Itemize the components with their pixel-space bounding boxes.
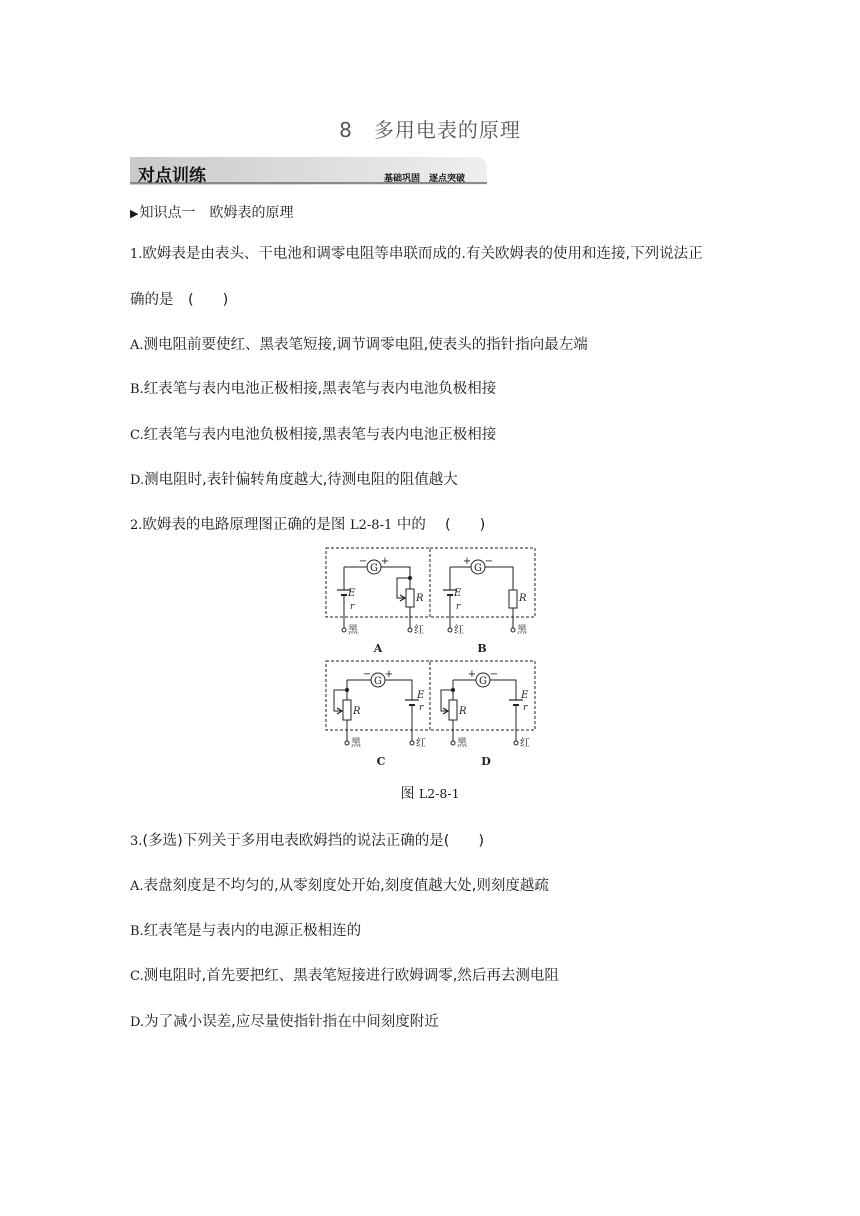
option-text: 红表笔与表内电池正极相接,黑表笔与表内电池负极相接 bbox=[143, 381, 497, 397]
q2-figure-ref: L2-8-1 bbox=[350, 518, 393, 533]
label-d: D bbox=[481, 755, 491, 768]
option-text: 测电阻时,首先要把红、黑表笔短接进行欧姆调零,然后再去测电阻 bbox=[143, 968, 559, 984]
section-label: 知识点一 欧姆表的原理 bbox=[139, 205, 294, 221]
black-probe-label: 黑 bbox=[351, 738, 361, 749]
figure-caption bbox=[0, 783, 860, 803]
q3-option-b bbox=[130, 919, 361, 940]
internal-resistance-label: r bbox=[523, 703, 528, 713]
minus-sign: − bbox=[358, 556, 368, 567]
q1-stem-1: 欧姆表是由表头、干电池和调零电阻等串联而成的.有关欧姆表的使用和连接,下列说法正 bbox=[142, 246, 703, 262]
emf-label: E bbox=[521, 690, 529, 701]
q1-option-c bbox=[130, 423, 496, 444]
minus-sign: − bbox=[484, 556, 494, 567]
q1-stem-2: 确的是 ( ) bbox=[130, 292, 229, 308]
option-text: 为了减小误差,应尽量使指针指在中间刻度附近 bbox=[144, 1014, 439, 1030]
galvanometer-label: G bbox=[370, 563, 378, 574]
plus-sign: + bbox=[467, 669, 477, 680]
option-text: 测电阻时,表针偏转角度越大,待测电阻的阻值越大 bbox=[144, 472, 458, 488]
q2-stem-post: 中的 ( ) bbox=[392, 517, 486, 533]
resistor-label: R bbox=[459, 706, 467, 717]
caption-ref: L2-8-1 bbox=[418, 786, 460, 801]
q1-stem-line1 bbox=[130, 242, 703, 263]
caption-prefix: 图 bbox=[400, 786, 419, 802]
emf-label: E bbox=[454, 588, 462, 599]
option-text: 表盘刻度是不均匀的,从零刻度处开始,刻度值越大处,则刻度越疏 bbox=[143, 878, 549, 894]
minus-sign: − bbox=[362, 669, 372, 680]
emf-label: E bbox=[348, 588, 356, 599]
plus-sign: + bbox=[384, 669, 394, 680]
minus-sign: − bbox=[489, 669, 499, 680]
label-a: A bbox=[373, 642, 383, 655]
option-letter: B. bbox=[130, 924, 144, 939]
resistor-label: R bbox=[416, 593, 424, 604]
galvanometer-label: G bbox=[474, 563, 482, 574]
red-probe-label: 红 bbox=[454, 625, 464, 636]
q1-option-b bbox=[130, 377, 496, 398]
internal-resistance-label: r bbox=[456, 602, 461, 612]
q2-number: 2. bbox=[130, 518, 143, 533]
frame-c bbox=[326, 661, 430, 730]
q3-option-d bbox=[130, 1010, 439, 1031]
q3-option-a bbox=[130, 874, 549, 895]
q1-option-d bbox=[130, 468, 458, 489]
q2-stem bbox=[130, 513, 485, 534]
q3-option-c bbox=[130, 964, 559, 985]
resistor-label: R bbox=[519, 593, 527, 604]
emf-label: E bbox=[417, 690, 425, 701]
q2-stem-pre: 欧姆表的电路原理图正确的是图 bbox=[142, 517, 351, 533]
label-b: B bbox=[477, 642, 487, 655]
banner-subtitle: 基础巩固 逐点突破 bbox=[384, 174, 466, 184]
banner-title: 对点训练 bbox=[138, 166, 206, 186]
q1-number: 1. bbox=[130, 247, 143, 262]
option-letter: D. bbox=[130, 473, 145, 488]
option-letter: C. bbox=[130, 969, 144, 984]
plus-sign: + bbox=[462, 556, 472, 567]
resistor-label: R bbox=[353, 706, 361, 717]
page-title: 8 多用电表的原理 bbox=[339, 118, 521, 142]
section-heading bbox=[130, 202, 293, 222]
option-text: 红表笔与表内电池负极相接,黑表笔与表内电池正极相接 bbox=[143, 427, 497, 443]
option-text: 红表笔是与表内的电源正极相连的 bbox=[143, 923, 362, 939]
red-probe-label: 红 bbox=[414, 625, 424, 636]
plus-sign: + bbox=[380, 556, 390, 567]
frame-b bbox=[430, 548, 535, 617]
option-letter: A. bbox=[130, 338, 144, 353]
circuit-figure bbox=[320, 540, 540, 775]
option-letter: C. bbox=[130, 428, 144, 443]
internal-resistance-label: r bbox=[419, 703, 424, 713]
option-text: 测电阻前要使红、黑表笔短接,调节调零电阻,使表头的指针指向最左端 bbox=[143, 337, 588, 353]
frame-d bbox=[430, 661, 535, 730]
q1-stem-line2 bbox=[130, 288, 228, 309]
option-letter: B. bbox=[130, 382, 144, 397]
red-probe-label: 红 bbox=[416, 738, 426, 749]
triangle-marker-icon: ▶ bbox=[130, 207, 139, 220]
black-probe-label: 黑 bbox=[457, 738, 467, 749]
option-letter: A. bbox=[130, 879, 144, 894]
internal-resistance-label: r bbox=[350, 602, 355, 612]
option-letter: D. bbox=[130, 1015, 145, 1030]
q1-option-a bbox=[130, 333, 588, 354]
black-probe-label: 黑 bbox=[348, 625, 358, 636]
q3-stem bbox=[130, 829, 484, 850]
galvanometer-label: G bbox=[479, 676, 487, 687]
black-probe-label: 黑 bbox=[517, 625, 527, 636]
q3-stem-text: (多选)下列关于多用电表欧姆挡的说法正确的是( ) bbox=[142, 833, 485, 849]
q3-number: 3. bbox=[130, 834, 143, 849]
label-c: C bbox=[376, 755, 386, 768]
red-probe-label: 红 bbox=[520, 738, 530, 749]
galvanometer-label: G bbox=[374, 676, 382, 687]
